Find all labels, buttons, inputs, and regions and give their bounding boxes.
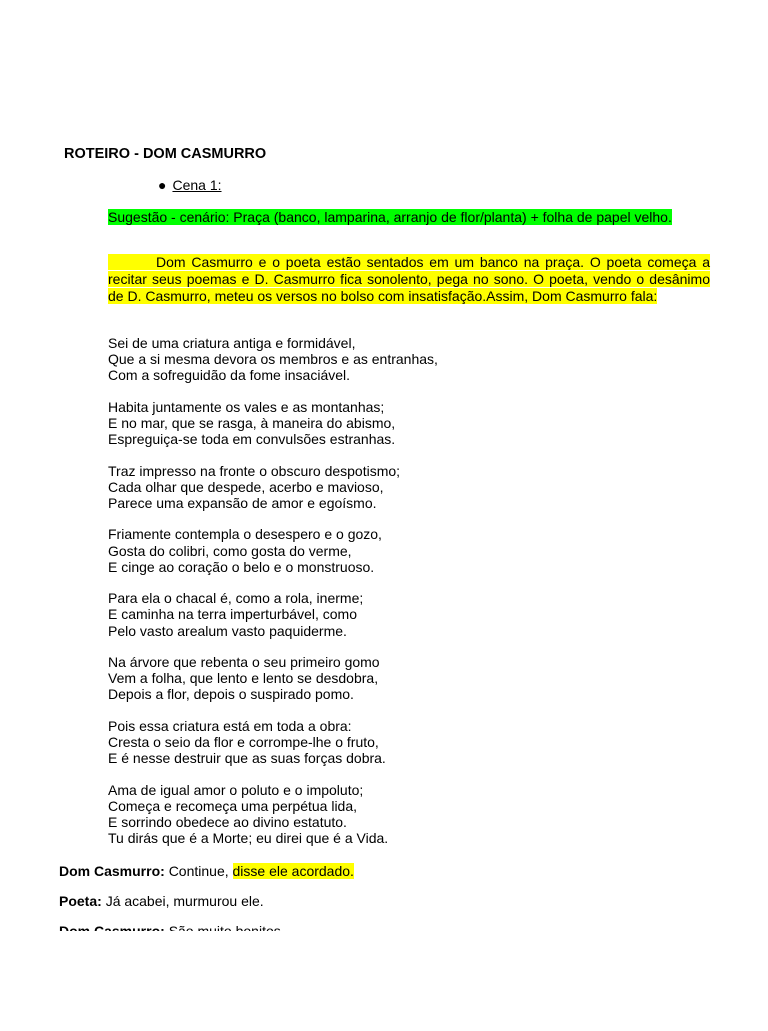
dialogue-highlight: disse ele acordado. xyxy=(232,863,354,879)
dialogue-line xyxy=(59,863,354,879)
document-title: ROTEIRO - DOM CASMURRO xyxy=(64,146,267,162)
poem-line: Começa e recomeça uma perpétua lida, xyxy=(108,797,358,814)
poem-stanza xyxy=(108,463,668,512)
dialogue-text: Já acabei, murmurou ele. xyxy=(105,893,264,909)
poem-line: Traz impresso na fronte o obscuro despotismo; xyxy=(108,462,401,479)
poem-line: Habita juntamente os vales e as montanhas; xyxy=(108,398,385,415)
poem-stanza xyxy=(108,718,668,767)
dialogue-text: Continue, xyxy=(168,863,229,879)
poem-line: Sei de uma criatura antiga e formidável, xyxy=(108,335,356,351)
poem-stanza xyxy=(108,654,668,703)
poem-line: Tu dirás que é a Morte; eu direi que é a Vida. xyxy=(108,830,389,847)
speaker-label: Poeta: xyxy=(59,893,102,909)
dialogue-line xyxy=(59,893,264,909)
bullet-icon: ● xyxy=(158,177,167,193)
poem-line: Parece uma expansão de amor e egoísmo. xyxy=(108,495,377,511)
poem-line: Friamente contempla o desespero e o gozo, xyxy=(108,526,382,543)
poem-line: Cada olhar que despede, acerbo e mavioso, xyxy=(108,478,384,495)
poem-stanza xyxy=(108,590,668,639)
poem-line: E cinge ao coração o belo e o monstruoso. xyxy=(108,558,375,575)
poem-line: Pois essa criatura está em toda a obra: xyxy=(108,717,352,734)
scene-label: Cena 1: xyxy=(172,177,222,193)
page-cutoff xyxy=(0,931,768,1031)
poem-line: Na árvore que rebenta o seu primeiro gomo xyxy=(108,653,380,670)
poem-line: E caminha na terra imperturbável, como xyxy=(108,606,357,623)
poem xyxy=(108,335,668,862)
poem-line: Ama de igual amor o poluto e o impoluto; xyxy=(108,781,364,798)
poem-stanza xyxy=(108,782,668,847)
poem-stanza xyxy=(108,335,668,384)
scene-heading xyxy=(158,177,222,193)
poem-line: E no mar, que se rasga, à maneira do abismo, xyxy=(108,415,396,431)
poem-stanza xyxy=(108,526,668,575)
poem-line: Para ela o chacal é, como a rola, inerme; xyxy=(108,590,364,607)
poem-line: E é nesse destruir que as suas forças dobra. xyxy=(108,750,386,767)
poem-line: Com a sofreguidão da fome insaciável. xyxy=(108,367,351,384)
poem-line: Vem a folha, que lento e lento se desdobra, xyxy=(108,670,379,687)
scenery-suggestion xyxy=(108,209,714,226)
suggestion-text: Sugestão - cenário: Praça (banco, lamparina, arranjo de flor/planta) + folha de papel velho. xyxy=(108,209,672,225)
poem-line: Espreguiça-se toda em convulsões estranhas. xyxy=(108,431,396,448)
poem-line: E sorrindo obedece ao divino estatuto. xyxy=(108,813,347,830)
poem-line: Pelo vasto arealum vasto paquiderme. xyxy=(108,622,347,639)
poem-stanza xyxy=(108,399,668,448)
intro-text: Dom Casmurro e o poeta estão sentados em um banco na praça. O poeta começa a recitar seus poemas e D. Casmurro fica sonolento, pega no sono. O poeta, vendo o desânimo de D. Casmurro, meteu os versos no bolso com insatisfação.Assim, Dom Casmurro fala: xyxy=(108,254,710,305)
poem-line: Que a si mesma devora os membros e as entranhas, xyxy=(108,351,438,368)
scene-intro xyxy=(108,254,710,306)
poem-line: Cresta o seio da flor e corrompe-lhe o fruto, xyxy=(108,733,379,750)
speaker-label: Dom Casmurro: xyxy=(59,863,165,879)
poem-line: Gosta do colibri, como gosta do verme, xyxy=(108,542,352,559)
poem-line: Depois a flor, depois o suspirado pomo. xyxy=(108,686,354,703)
